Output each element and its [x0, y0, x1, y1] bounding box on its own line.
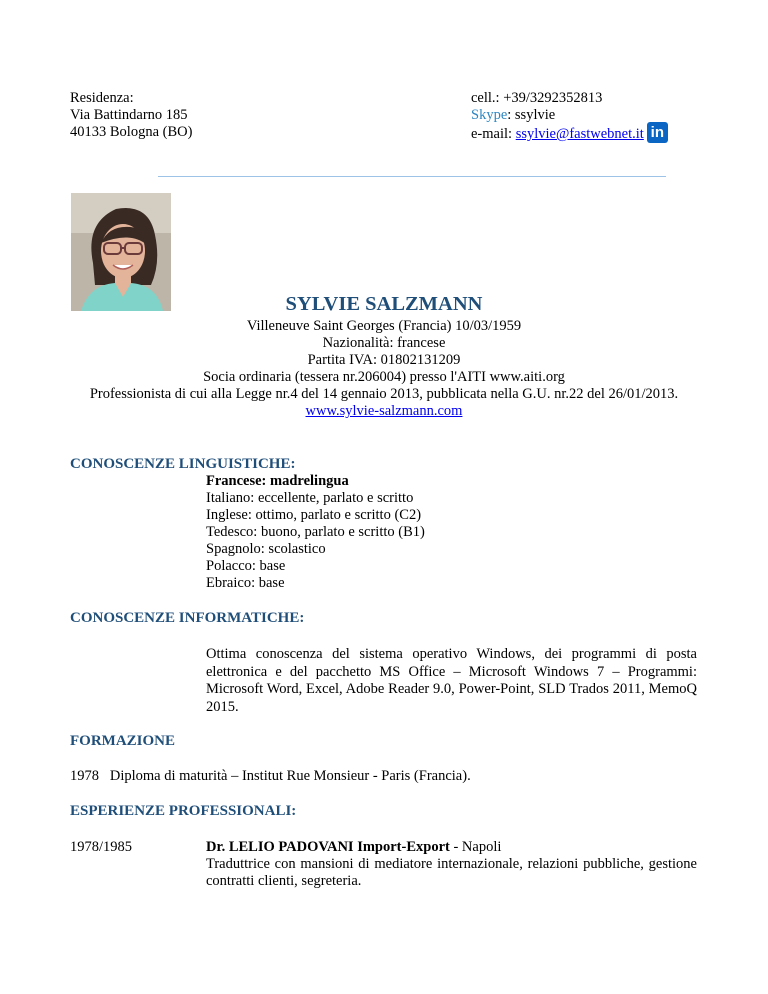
languages-list [206, 473, 425, 592]
language-item: Polacco: base [206, 558, 286, 574]
address-street: Via Battindarno 185 [70, 107, 188, 123]
candidate-name: SYLVIE SALZMANN [285, 293, 483, 315]
email-link[interactable]: ssylvie@fastwebnet.it [515, 125, 644, 142]
contacts-block [471, 90, 668, 145]
experience-heading: ESPERIENZE PROFESSIONALI: [70, 803, 297, 819]
experience-entry [206, 839, 697, 890]
membership: Socia ordinaria (tessera nr.206004) presso l'AITI www.aiti.org [203, 369, 565, 385]
email-line [471, 124, 668, 145]
personal-details [0, 318, 768, 420]
website-link[interactable]: www.sylvie-salzmann.com [305, 403, 463, 419]
skype-value: : ssylvie [507, 107, 556, 123]
cell-number: cell.: +39/3292352813 [471, 90, 603, 106]
education-heading: FORMAZIONE [70, 733, 175, 749]
nationality: Nazionalità: francese [322, 335, 446, 351]
language-item: Tedesco: buono, parlato e scritto (B1) [206, 524, 425, 540]
skype-label[interactable]: Skype [471, 107, 508, 123]
birth-info: Villeneuve Saint Georges (Francia) 10/03/1959 [246, 318, 522, 334]
language-item: Francese: madrelingua [206, 473, 349, 489]
it-skills-heading: CONOSCENZE INFORMATICHE: [70, 610, 305, 626]
education-entry [70, 768, 471, 785]
education-description: Diploma di maturità – Institut Rue Monsieur - Paris (Francia). [109, 768, 471, 784]
skype-line [471, 107, 668, 124]
it-skills-text: Ottima conoscenza del sistema operativo Windows, dei programmi di posta elettronica e del pacchetto MS Office – Microsoft Windows 7 – Programmi: Microsoft Word, Excel, Adobe Reader 9.0, Power-Point, SLD Trados 2011, MemoQ 2015. [206, 646, 697, 715]
language-item: Ebraico: base [206, 575, 285, 591]
law-statement: Professionista di cui alla Legge nr.4 del 14 gennaio 2013, pubblicata nella G.U. nr.22 del 26/01/2013. [89, 386, 679, 402]
experience-employer: Dr. LELIO PADOVANI Import-Export [206, 839, 450, 855]
languages-heading: CONOSCENZE LINGUISTICHE: [70, 456, 296, 472]
education-year: 1978 [70, 768, 99, 784]
header-divider [158, 176, 666, 177]
address-city: 40133 Bologna (BO) [70, 124, 193, 140]
language-item: Italiano: eccellente, parlato e scritto [206, 490, 414, 506]
experience-location: - Napoli [449, 839, 502, 855]
address-label: Residenza: [70, 90, 134, 106]
vat-number: Partita IVA: 01802131209 [307, 352, 461, 368]
email-label: e-mail: [471, 125, 516, 142]
language-item: Inglese: ottimo, parlato e scritto (C2) [206, 507, 422, 523]
address-block [70, 90, 192, 141]
experience-description: Traduttrice con mansioni di mediatore internazionale, relazioni pubbliche, gestione contratti clienti, segreteria. [206, 856, 697, 889]
experience-period: 1978/1985 [70, 839, 133, 855]
linkedin-icon[interactable]: in [647, 122, 668, 143]
language-item: Spagnolo: scolastico [206, 541, 326, 557]
